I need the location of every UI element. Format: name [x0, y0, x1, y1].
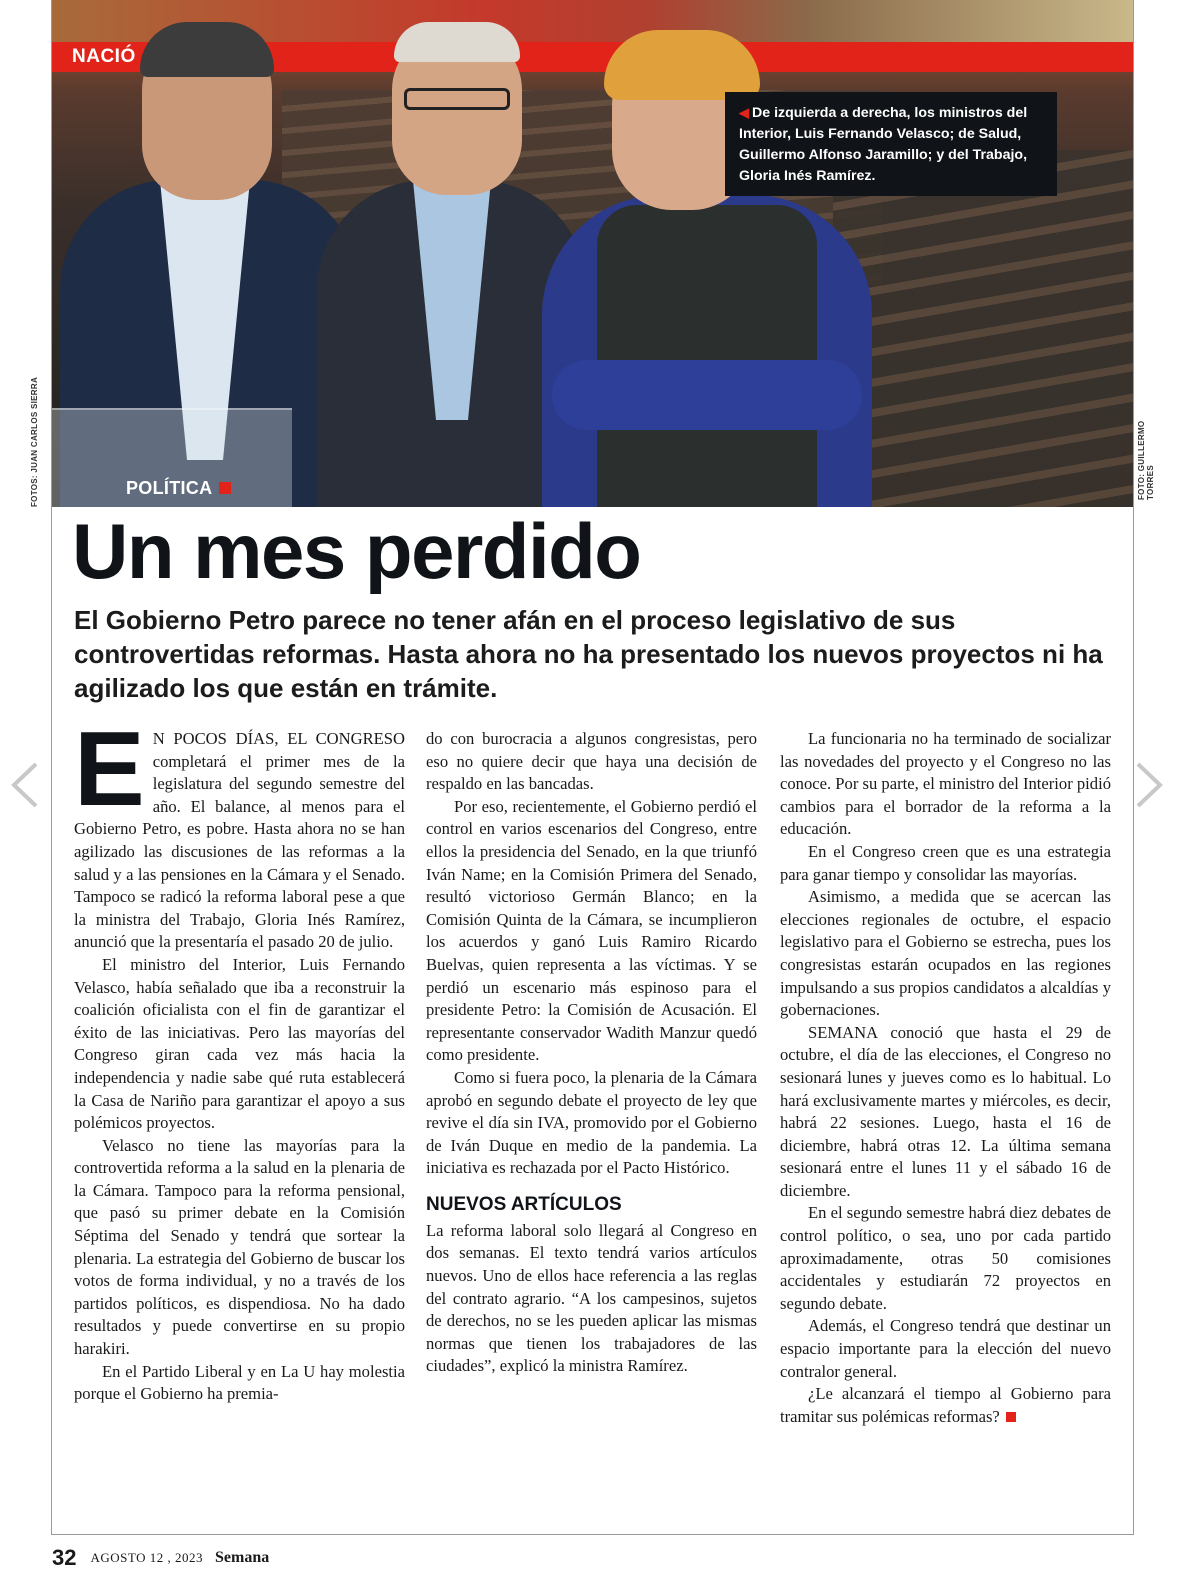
paragraph	[74, 710, 405, 954]
issue-date: AGOSTO 12 , 2023	[90, 1550, 203, 1565]
caption-arrow-icon: ◀	[739, 105, 749, 120]
minister-ramirez-vest	[597, 205, 817, 507]
chevron-right-icon	[1130, 760, 1166, 810]
minister-ramirez-hair	[604, 30, 760, 100]
paragraph: Por eso, recientemente, el Gobierno perdió el control en varios escenarios del Congreso, entre ellos la presidencia del Senado, en la que triunfó Iván Name; en la Comisión Primera del Senado, resultó victorioso Germán Blanco; en la Comisión Quinta de la Cámara, se incumplieron los acuerdos y ganó Luis Ramiro Ricardo Buelvas, quien representa a las víctimas. Y se perdió un escenario más espinoso para el presidente Petro: la Comisión de Acusación. El representante conservador Wadith Manzur quedó como presidente.	[426, 796, 757, 1065]
minister-velasco-hair	[140, 22, 274, 77]
minister-ramirez-arms	[552, 360, 862, 430]
photo-credit-right: FOTO: GUILLERMO TORRES	[1137, 420, 1155, 500]
kicker	[126, 478, 231, 499]
glasses	[404, 88, 510, 110]
photo-credit-left: FOTOS: JUAN CARLOS SIERRA	[30, 376, 39, 507]
article-column-2	[426, 728, 757, 1378]
headline: Un mes perdido	[72, 507, 641, 595]
paragraph: La reforma laboral solo llegará al Congreso en dos semanas. El texto tendrá varios artículos nuevos. Uno de ellos hace referencia a las reglas del contrato agrario. “A los campesinos, sujetos de derechos, no se les pueden aplicar las mismas normas que tienen los trabajadores de las ciudades”, explicó la ministra Ramírez.	[426, 1220, 757, 1376]
paragraph: La funcionaria no ha terminado de socializar las novedades del proyecto y el Congreso no las conoce. Por su parte, el ministro del Interior pidió cambios para el borrador de la reforma a la educación.	[780, 729, 1111, 839]
article-column-1	[74, 710, 405, 1406]
paragraph: El ministro del Interior, Luis Fernando Velasco, había señalado que iba a reconstruir la coalición oficialista con el fin de garantizar el éxito de las iniciativas. Pero las mayorías del Congreso giran cada vez más hacia la independencia y nadie sabe qué ruta establecerá la Casa de Nariño para garantizar el apoyo a sus polémicos proyectos.	[74, 954, 405, 1133]
kicker-square-icon	[219, 482, 231, 494]
dropcap: E	[74, 710, 145, 828]
paragraph: SEMANA conoció que hasta el 29 de octubre, el día de las elecciones, el Congreso no sesionará lunes y jueves como es lo habitual. Lo hará exclusivamente martes y miércoles, es decir, habrá 22 sesiones. Luego, hasta el 16 de diciembre, habrá otras 12. La última semana sesionará entre el lunes 11 y el sábado 16 de diciembre.	[780, 1022, 1111, 1200]
previous-page-button[interactable]	[8, 760, 44, 810]
page-number: 32	[52, 1545, 77, 1570]
paragraph-text: ¿Le alcanzará el tiempo al Gobierno para tramitar sus polémicas reformas?	[780, 1384, 1111, 1426]
section-label: NACIÓ	[72, 46, 136, 67]
paragraph: Además, el Congreso tendrá que destinar un espacio importante para la elección del nuevo contralor general.	[780, 1316, 1111, 1381]
photo-caption	[725, 92, 1057, 196]
next-page-button[interactable]	[1130, 760, 1166, 810]
minister-jaramillo-hair	[394, 22, 520, 62]
page-footer	[52, 1545, 269, 1571]
paragraph: Como si fuera poco, la plenaria de la Cámara aprobó en segundo debate el proyecto de ley que revive el día sin IVA, promovido por el Gobierno de Iván Duque en medio de la pandemia. La iniciativa es rechazada por el Pacto Histórico.	[426, 1067, 757, 1178]
kicker-label: POLÍTICA	[126, 478, 213, 498]
paragraph-text: N POCOS DÍAS, EL CONGRESO completará el primer mes de la legislatura del segundo semestre del año. El balance, al menos para el Gobierno Petro, es pobre. Hasta ahora no se han agilizado las discusiones de las reformas a la salud y a las pensiones en la Cámara y el Senado. Tampoco se radicó la reforma laboral pese a que la ministra del Trabajo, Gloria Inés Ramírez, anunció que la presentaría el pasado 20 de julio.	[74, 729, 405, 952]
dek: El Gobierno Petro parece no tener afán en el proceso legislativo de sus controvertidas reformas. Hasta ahora no ha presentado los nuevos proyectos ni ha agilizado los que están en trámite.	[74, 605, 1103, 703]
paragraph: En el Congreso creen que es una estrategia para ganar tiempo y consolidar las mayorías.	[780, 841, 1111, 884]
chamber-seats-right	[833, 150, 1133, 507]
paragraph	[780, 1383, 1111, 1428]
magazine-name: Semana	[214, 1549, 270, 1566]
end-square-icon	[1006, 1412, 1016, 1422]
paragraph: do con burocracia a algunos congresistas, pero eso no quiere decir que haya una decisión de respaldo en las bancadas.	[426, 729, 757, 794]
paragraph: Velasco no tiene las mayorías para la controvertida reforma a la salud en la plenaria de la Cámara. Tampoco para la reforma pensional, que pasó su primer debate en la Comisión Séptima del Senado y tendrá que sortear la plenaria. La estrategia del Gobierno de buscar los votos de forma individual, y no a través de los partidos políticos, es dispendiosa. No ha dado resultados y puede convertirse en su propio harakiri.	[74, 1135, 405, 1359]
photo-caption-text: De izquierda a derecha, los ministros del Interior, Luis Fernando Velasco; de Salud, Guillermo Alfonso Jaramillo; y del Trabajo, Gloria Inés Ramírez.	[739, 105, 1028, 184]
paragraph: Asimismo, a medida que se acercan las elecciones regionales de octubre, el espacio legislativo para el Gobierno se estrecha, pues los congresistas estarán ocupados en las regiones impulsando a sus propios candidatos a alcaldías y gobernaciones.	[780, 887, 1111, 1020]
lead-photo	[52, 0, 1133, 507]
paragraph: En el segundo semestre habrá diez debates de control político, o sea, uno por cada partido aproximadamente, otras 50 comisiones accidentales y estudiarán 72 proyectos en segundo debate.	[780, 1203, 1111, 1313]
paragraph: En el Partido Liberal y en La U hay molestia porque el Gobierno ha premia-	[74, 1361, 405, 1404]
subhead: NUEVOS ARTÍCULOS	[426, 1193, 622, 1215]
article-column-3	[780, 728, 1111, 1428]
chevron-left-icon	[8, 760, 44, 810]
